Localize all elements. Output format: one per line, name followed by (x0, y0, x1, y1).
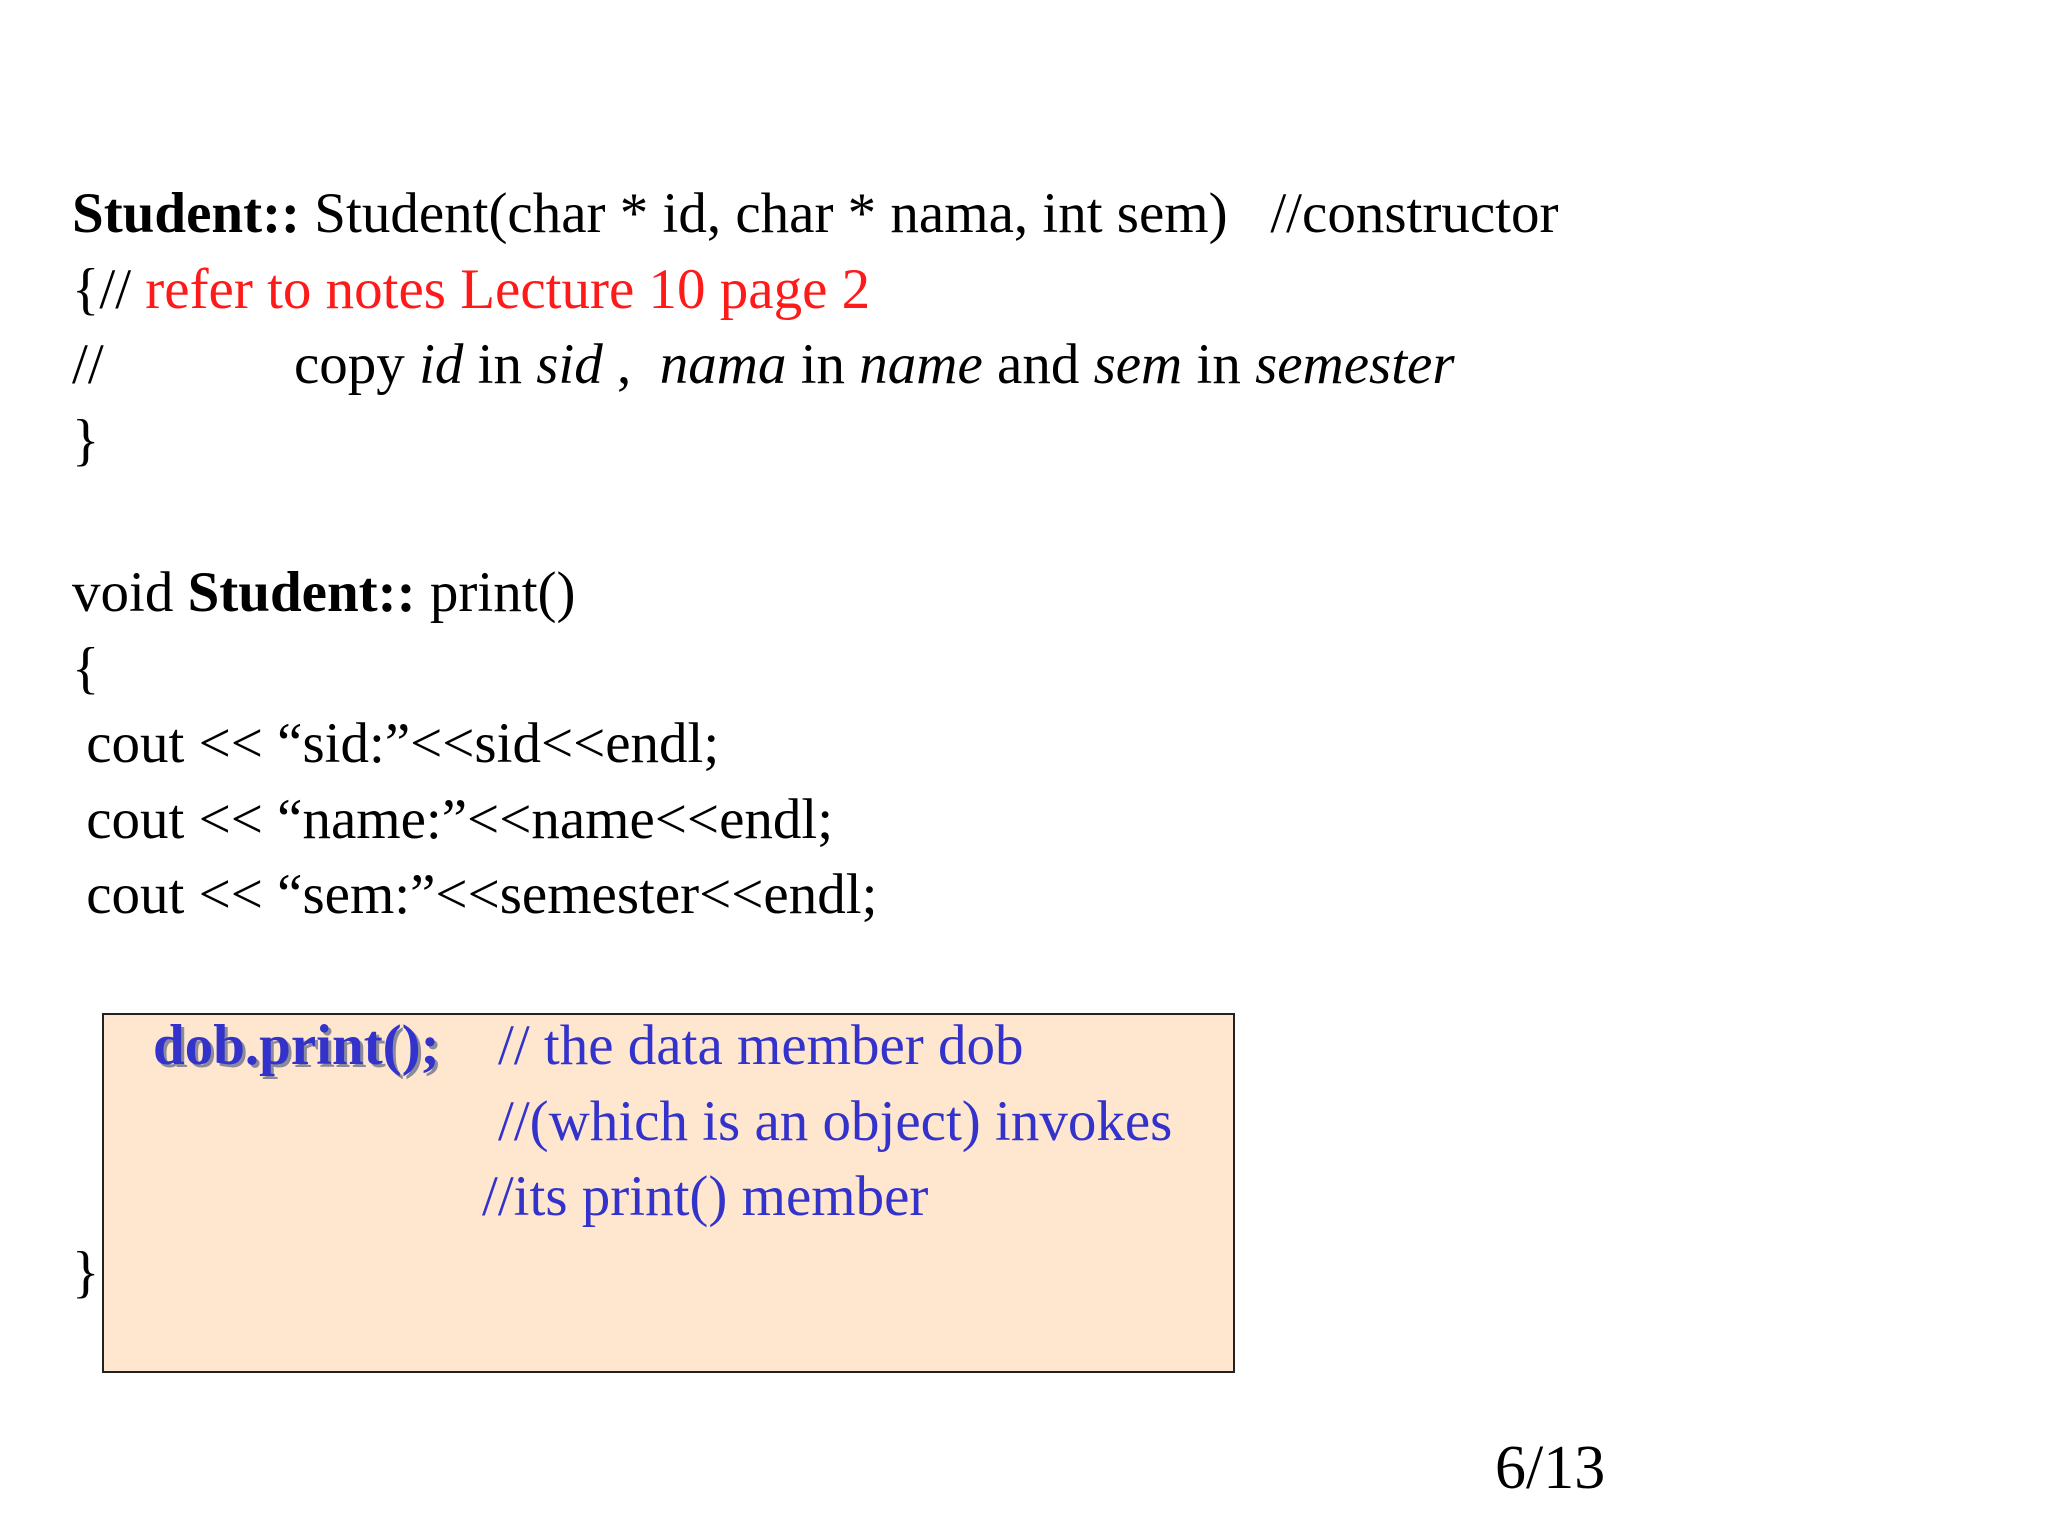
cout-sid-line: cout << “sid:”<<sid<<endl; (72, 712, 720, 775)
open-brace-comment: {// (72, 258, 132, 321)
callout-comment-1: // the data member dob (498, 1014, 1024, 1077)
callout-comment-2: //(which is an object) invokes (498, 1090, 1173, 1153)
in-word-1: in (463, 333, 537, 396)
dob-print-statement: dob.print(); (153, 1014, 440, 1077)
copy-comment-text (294, 333, 1455, 396)
print-name: print() (415, 561, 576, 624)
sid-word: sid (536, 333, 603, 396)
semester-word: semester (1255, 333, 1455, 396)
constructor-params: Student(char * id, char * nama, int sem) (300, 182, 1228, 245)
cout-name-line: cout << “name:”<<name<<endl; (72, 788, 834, 851)
print-open-brace: { (72, 637, 100, 700)
dob-print-call (153, 1014, 440, 1077)
name-word: name (859, 333, 983, 396)
in-word-2: in (786, 333, 860, 396)
constructor-class-scope: Student:: (72, 182, 301, 245)
callout-comment-3: //its print() member (482, 1165, 929, 1228)
copy-word: copy (294, 333, 420, 396)
nama-word: nama (659, 333, 787, 396)
comma-sep: , (602, 333, 660, 396)
copy-comment-slashes: // (72, 333, 104, 396)
constructor-comment: //constructor (1227, 182, 1559, 245)
cout-sem-line: cout << “sem:”<<semester<<endl; (72, 863, 878, 926)
print-class-scope: Student:: (187, 561, 416, 624)
constructor-signature (72, 182, 1559, 245)
lecture-note: refer to notes Lecture 10 page 2 (131, 258, 871, 321)
print-close-brace: } (72, 1241, 100, 1304)
and-word: and (982, 333, 1094, 396)
id-word: id (419, 333, 464, 396)
print-signature (72, 561, 576, 624)
sem-word: sem (1093, 333, 1183, 396)
page-number: 6/13 (1495, 1434, 1606, 1502)
constructor-open-line (72, 258, 871, 321)
constructor-close-brace: } (72, 409, 100, 472)
in-word-3: in (1182, 333, 1256, 396)
void-keyword: void (72, 561, 188, 624)
